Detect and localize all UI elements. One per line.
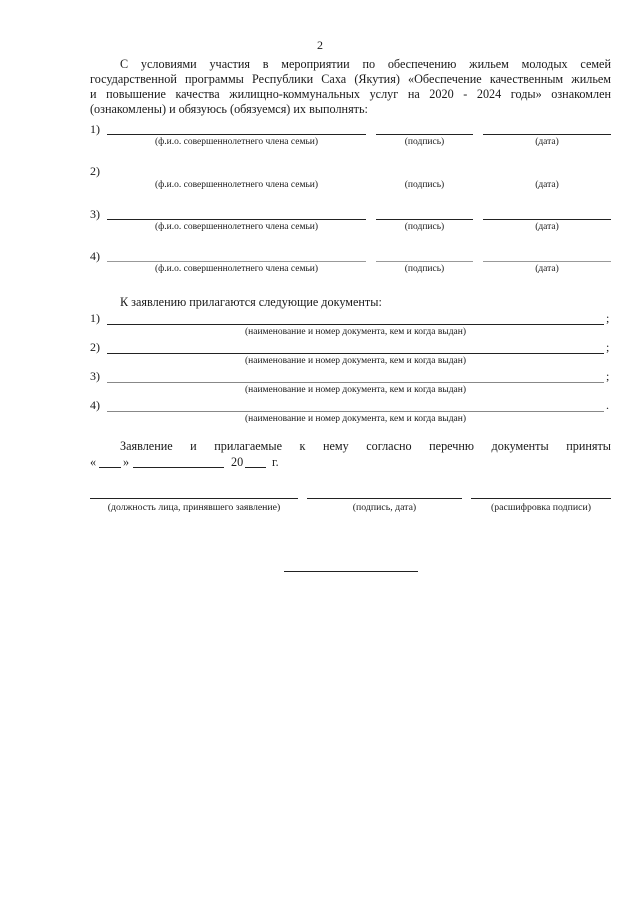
document-end-mark: . [606, 398, 609, 412]
member-fio-caption: (ф.и.о. совершеннолетнего члена семьи) [154, 180, 319, 190]
year-prefix: 20 [231, 455, 244, 469]
member-sign-caption: (подпись) [404, 264, 445, 274]
open-quote: « [90, 455, 97, 469]
page-number: 2 [317, 38, 323, 52]
closing-separator [284, 571, 418, 572]
member-sign-caption: (подпись) [404, 180, 445, 190]
member-number: 1) [90, 122, 100, 136]
member-date-field[interactable] [483, 134, 611, 135]
document-field[interactable] [107, 324, 604, 325]
member-number: 2) [90, 164, 100, 178]
member-date-field[interactable] [483, 219, 611, 220]
member-number: 4) [90, 249, 100, 263]
member-sign-field[interactable] [376, 261, 473, 262]
document-number: 4) [90, 398, 100, 412]
member-number: 3) [90, 207, 100, 221]
document-end-mark: ; [606, 311, 610, 325]
document-number: 2) [90, 340, 100, 354]
intro-line: (ознакомлены) и обязуюсь (обязуемся) их выполнять: [90, 102, 368, 116]
member-fio-caption: (ф.и.о. совершеннолетнего члена семьи) [154, 222, 319, 232]
intro-line: государственной программы Республики Саха (Якутия) «Обеспечение качественным жильем [90, 72, 611, 86]
document-number: 3) [90, 369, 100, 383]
intro-paragraph [90, 57, 611, 117]
member-date-caption: (дата) [535, 222, 559, 232]
month-field[interactable] [133, 467, 224, 468]
document-caption: (наименование и номер документа, кем и когда выдан) [245, 356, 466, 366]
member-fio-caption: (ф.и.о. совершеннолетнего члена семьи) [154, 264, 319, 274]
member-date-caption: (дата) [535, 180, 559, 190]
member-date-field[interactable] [483, 261, 611, 262]
member-fio-field[interactable] [107, 219, 366, 220]
acceptance-date [90, 455, 96, 470]
member-sign-caption: (подпись) [404, 137, 445, 147]
document-end-mark: ; [606, 340, 610, 354]
intro-line: С условиями участия в мероприятии по обеспечению жильем молодых семей [120, 57, 611, 71]
document-caption: (наименование и номер документа, кем и когда выдан) [245, 414, 466, 424]
member-fio-field[interactable] [107, 134, 366, 135]
member-fio-caption: (ф.и.о. совершеннолетнего члена семьи) [154, 137, 319, 147]
document-caption: (наименование и номер документа, кем и когда выдан) [245, 327, 466, 337]
document-end-mark: ; [606, 369, 610, 383]
member-fio-field[interactable] [107, 261, 366, 262]
member-sign-caption: (подпись) [404, 222, 445, 232]
sign-date-caption: (подпись, дата) [352, 502, 417, 513]
document-field[interactable] [107, 353, 604, 354]
decode-field[interactable] [471, 498, 611, 499]
decode-caption: (расшифровка подписи) [490, 502, 591, 513]
intro-line: и повышение качества жилищно-коммунальных услуг на 2020 - 2024 годы» ознакомлен [90, 87, 611, 101]
member-date-caption: (дата) [535, 264, 559, 274]
document-field[interactable] [107, 411, 604, 412]
document-caption: (наименование и номер документа, кем и когда выдан) [245, 385, 466, 395]
year-suffix: г. [272, 455, 279, 469]
member-sign-field[interactable] [376, 219, 473, 220]
member-date-caption: (дата) [535, 137, 559, 147]
close-quote: » [123, 455, 130, 469]
document-field[interactable] [107, 382, 604, 383]
member-sign-field[interactable] [376, 134, 473, 135]
accepted-statement [90, 439, 611, 454]
position-caption: (должность лица, принявшего заявление) [107, 502, 281, 513]
day-field[interactable] [99, 467, 121, 468]
sign-date-field[interactable] [307, 498, 462, 499]
position-field[interactable] [90, 498, 298, 499]
accepted-line: Заявление и прилагаемые к нему согласно перечню документы приняты [120, 439, 611, 453]
documents-heading: К заявлению прилагаются следующие документы: [120, 295, 382, 309]
year-field[interactable] [245, 467, 266, 468]
document-number: 1) [90, 311, 100, 325]
